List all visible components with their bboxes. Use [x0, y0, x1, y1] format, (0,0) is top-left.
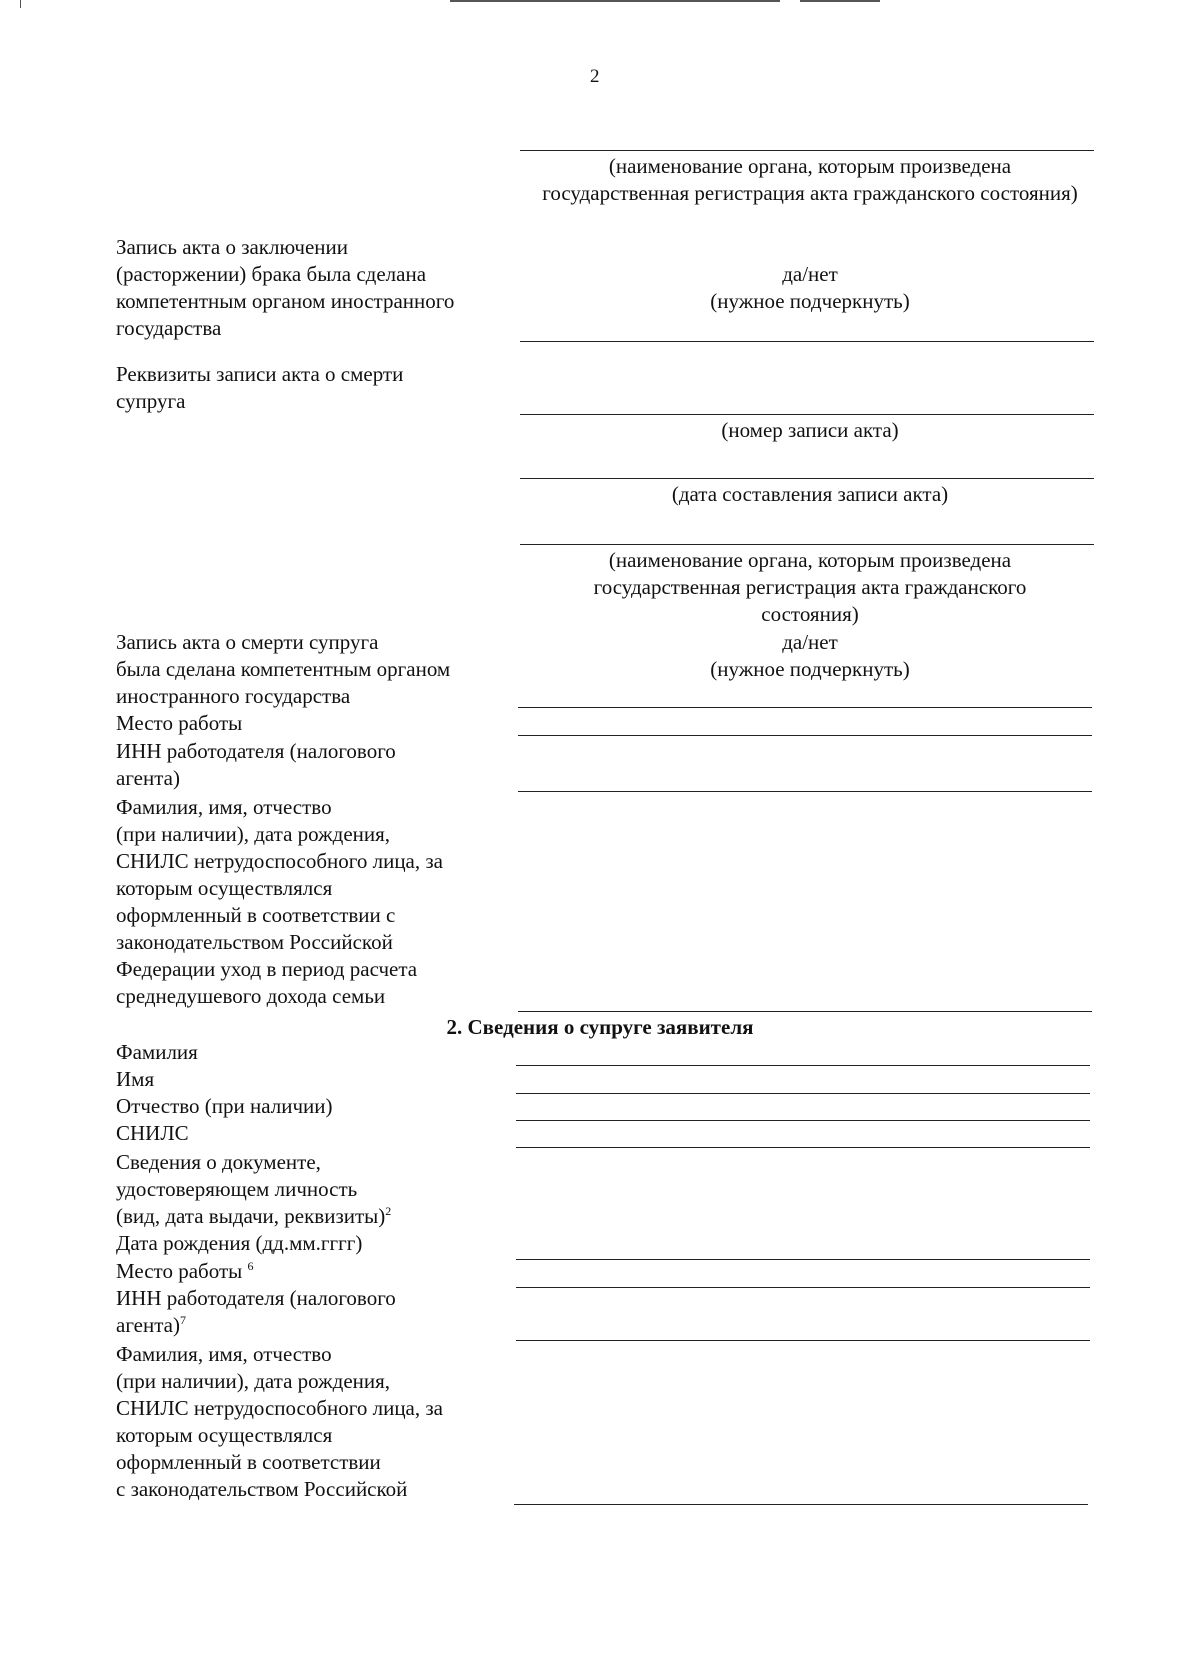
spouse-snils-line	[516, 1147, 1090, 1148]
spouse-snils-label: СНИЛС	[116, 1121, 189, 1145]
underline-hint: (нужное подчеркнуть)	[710, 289, 910, 313]
foreign-death-record-label: Запись акта о смерти супруга была сделана компетентным органом иностранного государства	[116, 630, 451, 708]
spouse-workplace-label: Место работы $^6$	[116, 1259, 254, 1283]
spouse-workplace-line	[516, 1287, 1090, 1288]
spouse-birth-date-line	[516, 1259, 1090, 1260]
footnote-ref: 2	[385, 1204, 392, 1218]
section-2-title: 2. Сведения о супруге заявителя	[446, 1015, 754, 1039]
employer-inn-label: ИНН работодателя (налогового агента)	[116, 739, 396, 790]
underline-hint-2: (нужное подчеркнуть)	[710, 657, 910, 681]
org-name-caption: (наименование органа, которым произведена государственная регистрация акта гражданского состояния)	[542, 154, 1078, 205]
spouse-employer-inn-line	[516, 1340, 1090, 1341]
scan-edge-mark	[450, 0, 780, 2]
caregiver-line	[518, 1011, 1092, 1012]
scan-edge-mark	[800, 0, 880, 2]
answer-line	[520, 341, 1094, 342]
record-number-line	[520, 414, 1094, 415]
spouse-birth-date-label: Дата рождения (дд.мм.гггг)	[116, 1231, 363, 1255]
foreign-marriage-record-label: Запись акта о заключении (расторжении) брака была сделана компетентным органом иностранного государства	[116, 235, 455, 340]
spouse-name-label: Имя	[116, 1067, 155, 1091]
spouse-employer-inn-label: ИНН работодателя (налогового агента)$^7$	[116, 1286, 396, 1337]
record-date-line	[520, 478, 1094, 479]
footnote-ref: 6	[247, 1259, 254, 1273]
spouse-patronymic-line	[516, 1120, 1090, 1121]
spouse-caregiver-info-label: Фамилия, имя, отчество (при наличии), дата рождения, СНИЛС нетрудоспособного лица, за которым осуществлялся оформленный в соответствии с законодательством Российской	[116, 1342, 443, 1501]
spouse-surname-label: Фамилия	[116, 1040, 198, 1064]
yes-no-option: да/нет	[782, 262, 838, 286]
employer-inn-line	[518, 791, 1092, 792]
yes-no-option-2: да/нет	[782, 630, 838, 654]
org-name-caption-2: (наименование органа, которым произведена государственная регистрация акта гражданского состояния)	[593, 548, 1027, 626]
scan-edge-mark	[20, 0, 21, 8]
workplace-label: Место работы	[116, 711, 243, 735]
answer-line-2	[518, 707, 1092, 708]
spouse-surname-line	[516, 1065, 1090, 1066]
page-number: 2	[590, 66, 600, 87]
spouse-caregiver-line	[514, 1504, 1088, 1505]
workplace-line	[518, 735, 1092, 736]
caregiver-info-label: Фамилия, имя, отчество (при наличии), дата рождения, СНИЛС нетрудоспособного лица, за которым осуществлялся оформленный в соответствии с законодательством Российской Федерации уход в период расчета среднедушевого дохода семьи	[116, 795, 443, 1008]
death-record-details-label: Реквизиты записи акта о смерти супруга	[116, 362, 404, 413]
footnote-ref: 7	[179, 1313, 186, 1327]
record-date-caption: (дата составления записи акта)	[671, 482, 949, 506]
spouse-id-document-label: Сведения о документе, удостоверяющем личность (вид, дата выдачи, реквизиты)$^2$	[116, 1150, 392, 1228]
record-number-caption: (номер записи акта)	[721, 418, 899, 442]
spouse-name-line	[516, 1093, 1090, 1094]
org-name-line	[520, 150, 1094, 151]
spouse-patronymic-label: Отчество (при наличии)	[116, 1094, 333, 1118]
org-name-line-2	[520, 544, 1094, 545]
